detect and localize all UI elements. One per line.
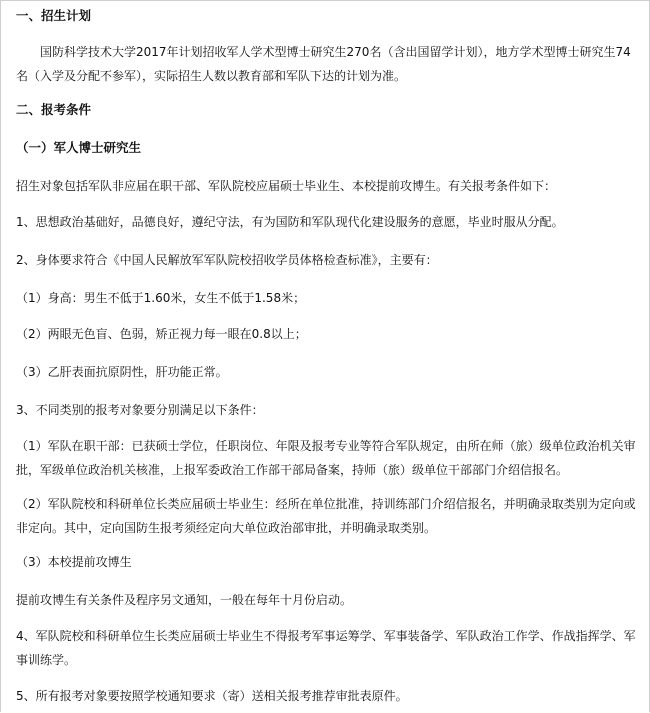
requirement-item-3-2: （2）军队院校和科研单位长类应届硕士毕业生：经所在单位批准，持训练部门介绍信报名，并明确录取类别为定向或非定向。其中，定向国防生报考须经定向大单位政治部审批，并明确录取类别。 [16, 497, 636, 535]
requirement-item-4: 4、军队院校和科研单位生长类应届硕士毕业生不得报考军事运筹学、军事装备学、军队政治工作学、作战指挥学、军事训练学。 [16, 629, 636, 667]
requirement-item-2-1: （1）身高：男生不低于1.60米，女生不低于1.58米； [16, 291, 306, 305]
enrollment-plan-paragraph: 国防科学技术大学2017年计划招收军人学术型博士研究生270名（含出国留学计划），地方学术型博士研究生74名（入学及分配不参军），实际招生人数以教育部和军队下达的计划为准。 [16, 45, 631, 83]
requirement-item-2: 2、身体要求符合《中国人民解放军军队院校招收学员体格检查标准》，主要有： [16, 253, 438, 267]
requirement-item-3-3: （3）本校提前攻博生 [16, 555, 132, 569]
requirement-item-2-3: （3）乙肝表面抗原阴性，肝功能正常。 [16, 365, 228, 379]
requirement-item-3-3-desc: 提前攻博生有关条件及程序另文通知，一般在每年十月份启动。 [16, 593, 353, 607]
subheading-military-phd: （一）军人博士研究生 [16, 140, 142, 155]
requirement-item-2-2: （2）两眼无色盲、色弱，矫正视力每一眼在0.8以上； [16, 327, 307, 341]
intro-paragraph: 招生对象包括军队非应届在职干部、军队院校应届硕士毕业生、本校提前攻博生。有关报考条件如下： [16, 179, 557, 193]
requirement-item-3: 3、不同类别的报考对象要分别满足以下条件： [16, 403, 264, 417]
requirement-item-3-1: （1）军队在职干部：已获硕士学位，任职岗位、年限及报考专业等符合军队规定，由所在师（旅）级单位政治机关审批，军级单位政治机关核准，上报军委政治工作部干部局备案，持师（旅）级单位干部部门介绍信报名。 [16, 439, 636, 477]
section-heading-requirements: 二、报考条件 [16, 102, 92, 117]
requirement-item-1: 1、思想政治基础好，品德良好，遵纪守法，有为国防和军队现代化建设服务的意愿，毕业时服从分配。 [16, 215, 564, 229]
requirement-item-5: 5、所有报考对象要按照学校通知要求（寄）送相关报考推荐审批表原件。 [16, 689, 408, 703]
section-heading-enrollment-plan: 一、招生计划 [16, 8, 92, 23]
